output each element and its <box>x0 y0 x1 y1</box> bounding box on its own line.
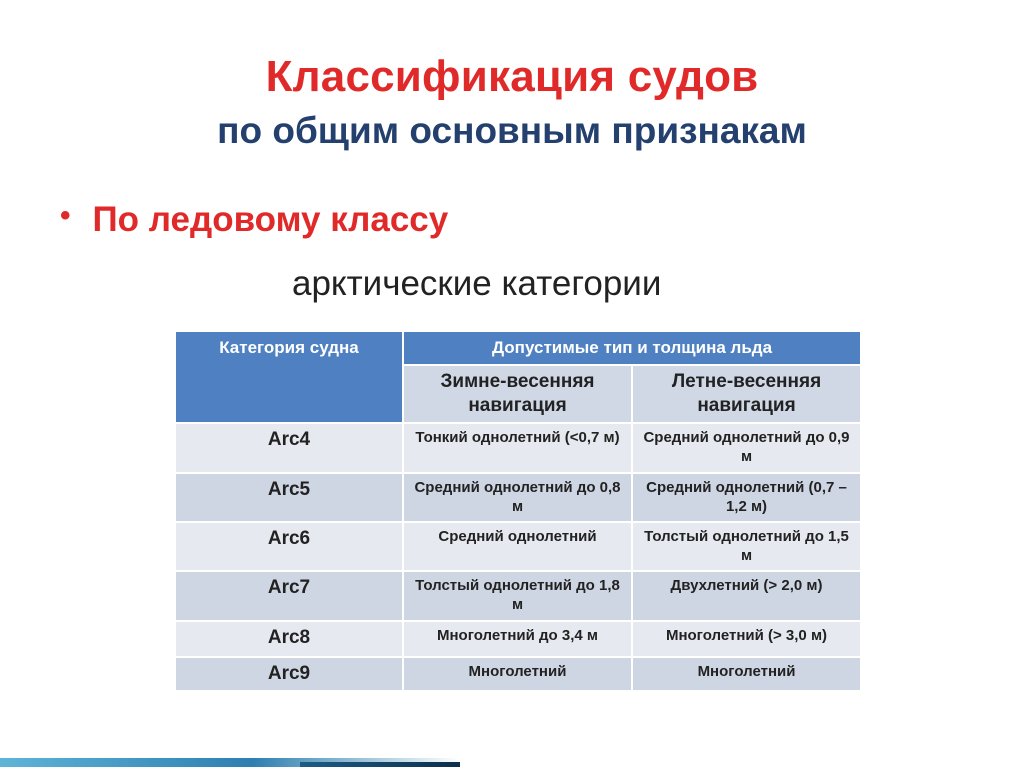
slide-subtitle: по общим основным признакам <box>217 110 807 151</box>
header-summer: Летне-весенняя навигация <box>632 365 861 423</box>
cell-winter: Многолетний до 3,4 м <box>403 621 632 657</box>
cell-summer: Многолетний <box>632 657 861 691</box>
cell-category: Arc8 <box>175 621 403 657</box>
cell-winter: Многолетний <box>403 657 632 691</box>
cell-winter: Тонкий однолетний (<0,7 м) <box>403 423 632 473</box>
cell-category: Arc6 <box>175 522 403 571</box>
table-row <box>175 571 861 621</box>
bullet-item <box>60 200 448 240</box>
cell-summer: Двухлетний (> 2,0 м) <box>632 571 861 621</box>
cell-category: Arc9 <box>175 657 403 691</box>
slide-title: Классификация судов <box>265 52 759 101</box>
table-row <box>175 621 861 657</box>
cell-winter: Средний однолетний до 0,8 м <box>403 473 632 522</box>
table-row <box>175 522 861 571</box>
decorative-bottom-bar-accent <box>300 762 460 767</box>
cell-category: Arc4 <box>175 423 403 473</box>
cell-summer: Толстый однолетний до 1,5 м <box>632 522 861 571</box>
header-ice: Допустимые тип и толщина льда <box>403 331 861 365</box>
header-winter: Зимне-весенняя навигация <box>403 365 632 423</box>
bullet-text: По ледовому классу <box>92 200 449 239</box>
bullet-dot-icon: • <box>60 199 71 232</box>
table-row <box>175 657 861 691</box>
cell-category: Arc5 <box>175 473 403 522</box>
header-category: Категория судна <box>175 331 403 423</box>
ice-class-table <box>174 330 862 692</box>
cell-summer: Многолетний (> 3,0 м) <box>632 621 861 657</box>
cell-summer: Средний однолетний до 0,9 м <box>632 423 861 473</box>
cell-winter: Толстый однолетний до 1,8 м <box>403 571 632 621</box>
table-row <box>175 423 861 473</box>
cell-winter: Средний однолетний <box>403 522 632 571</box>
cell-summer: Средний однолетний (0,7 – 1,2 м) <box>632 473 861 522</box>
table-caption: арктические категории <box>292 264 662 303</box>
cell-category: Arc7 <box>175 571 403 621</box>
table-row <box>175 473 861 522</box>
